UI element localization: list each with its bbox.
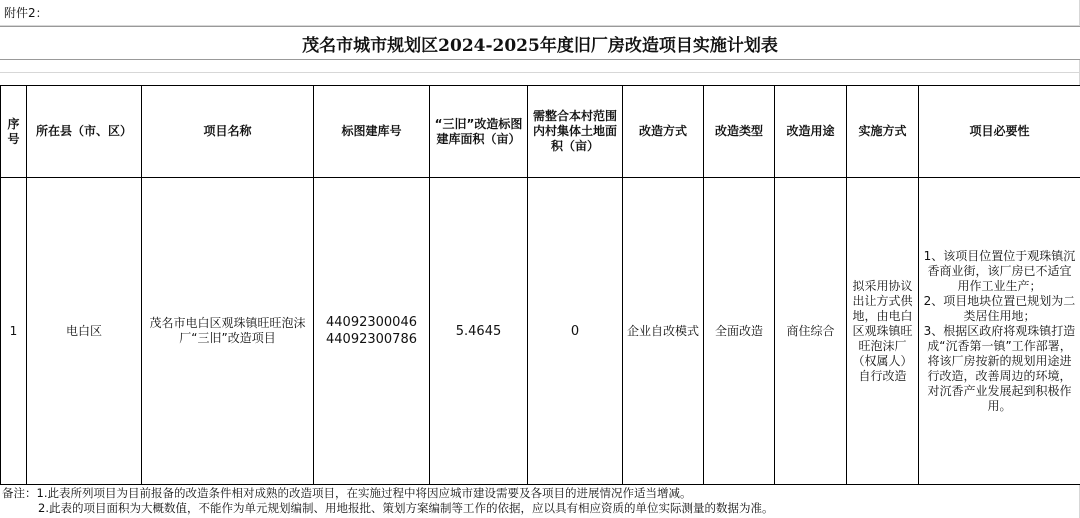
cell-map-ids: [314, 178, 430, 485]
table-row: [1, 178, 1080, 485]
grid-line: [0, 72, 1080, 73]
plan-table: [0, 85, 1080, 485]
header-map-id: 标图建库号: [314, 86, 430, 178]
cell-necessity: 1、该项目位置位于观珠镇沉香商业街，该厂房已不适宜用作工业生产； 2、项目地块位置已规划为二类居住用地； 3、根据区政府将观珠镇打造成“沉香第一镇”工作部署，将该厂房按新的规划用途进行改造，改善周边的环境，对沉香产业发展起到积极作用。: [919, 178, 1080, 485]
header-implementation: 实施方式: [847, 86, 919, 178]
header-project-name: 项目名称: [142, 86, 314, 178]
page-title: 茂名市城市规划区2024-2025年度旧厂房改造项目实施计划表: [0, 26, 1080, 60]
header-method: 改造方式: [623, 86, 704, 178]
cell-county: 电白区: [27, 178, 142, 485]
header-necessity: 项目必要性: [919, 86, 1080, 178]
table-header-row: [1, 86, 1080, 178]
header-seq: 序号: [1, 86, 27, 178]
header-type: 改造类型: [704, 86, 775, 178]
header-village-land: 需整合本村范围内村集体土地面积（亩）: [528, 86, 623, 178]
attachment-label: 附件2：: [4, 6, 48, 20]
notes-section: [0, 486, 1080, 516]
cell-area: 5.4645: [430, 178, 528, 485]
header-area: “三旧”改造标图建库面积（亩）: [430, 86, 528, 178]
header-use: 改造用途: [775, 86, 847, 178]
cell-village-land: 0: [528, 178, 623, 485]
cell-seq: 1: [1, 178, 27, 485]
cell-project-name: 茂名市电白区观珠镇旺旺泡沫厂“三旧”改造项目: [142, 178, 314, 485]
cell-method: 企业自改模式: [623, 178, 704, 485]
cell-use: 商住综合: [775, 178, 847, 485]
cell-type: 全面改造: [704, 178, 775, 485]
cell-implementation: 拟采用协议出让方式供地，由电白区观珠镇旺旺泡沫厂（权属人）自行改造: [847, 178, 919, 485]
map-id-1: 44092300046: [326, 315, 417, 330]
map-id-2: 44092300786: [326, 332, 417, 347]
note-line-1: 备注：1.此表所列项目为目前报备的改造条件相对成熟的改造项目，在实施过程中将因应城市建设需要及各项目的进展情况作适当增减。: [2, 486, 692, 500]
header-county: 所在县（市、区）: [27, 86, 142, 178]
note-line-2: 2.此表的项目面积为大概数值，不能作为单元规划编制、用地报批、策划方案编制等工作的依据，应以具有相应资质的单位实际测量的数据为准。: [38, 501, 774, 515]
